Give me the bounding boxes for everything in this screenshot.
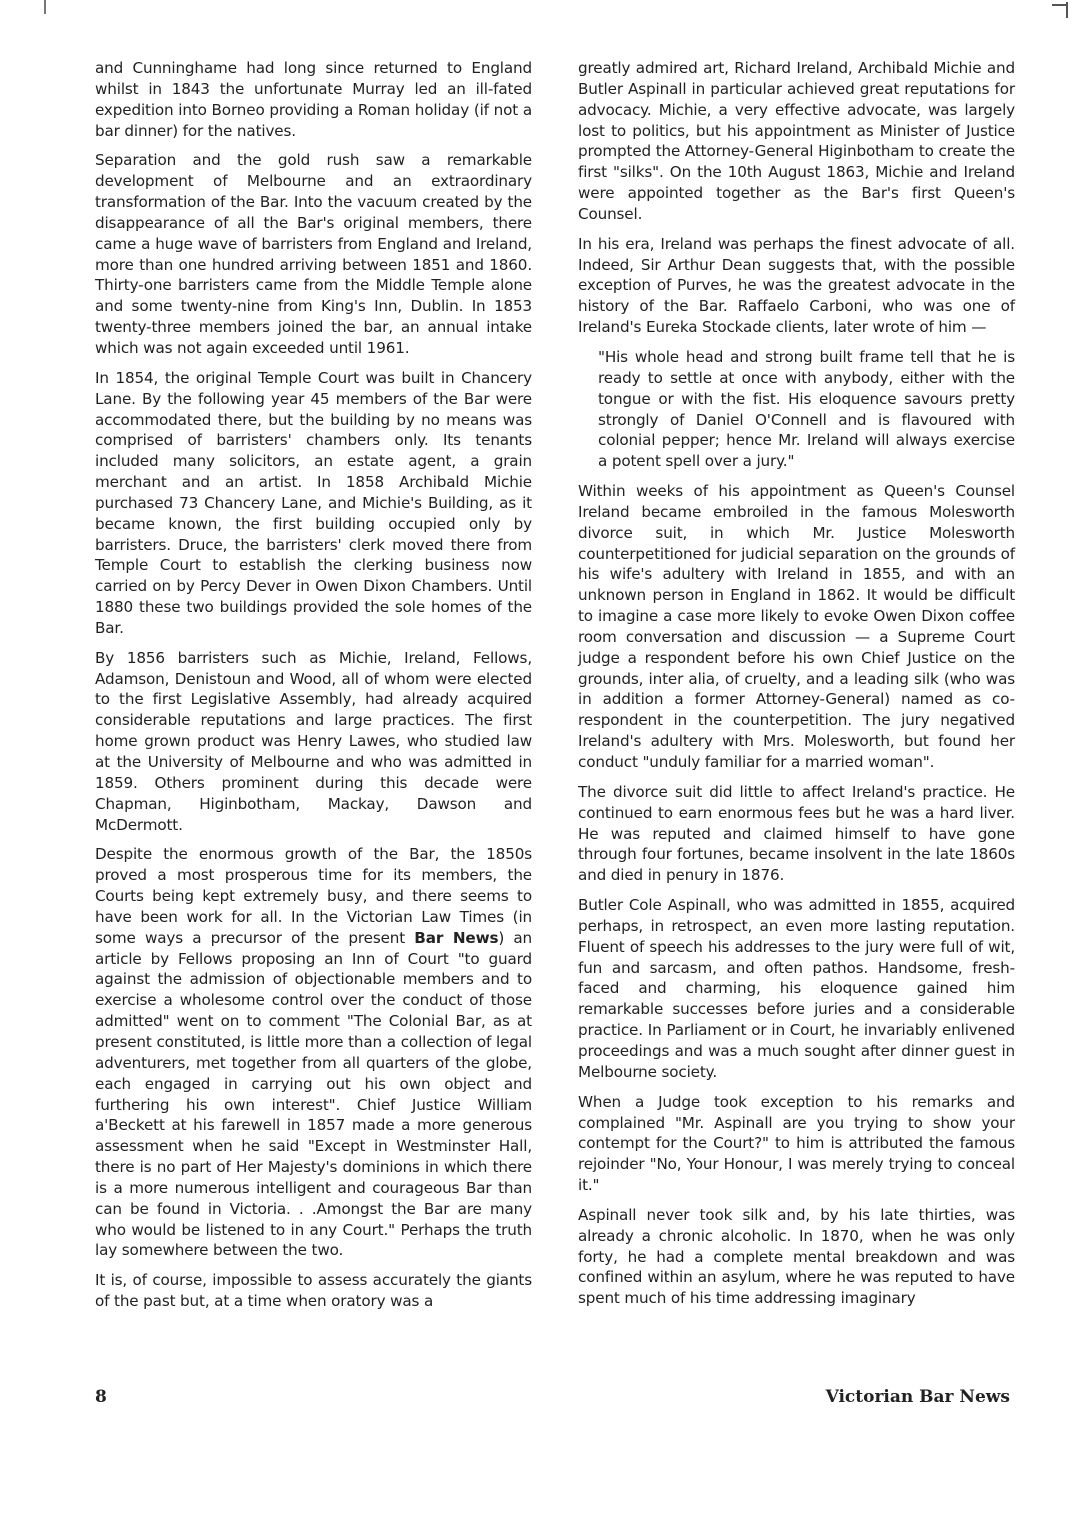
paragraph-text: ) an article by Fellows proposing an Inn of Court "to guard against the admission of objectionable members and to exercise a wholesome control over the conduct of those admitted" went on to comment "The Colonial Bar, as at present constituted, is little more than a collection of legal adventurers, met together from all quarters of the globe, each engaged in carrying out his own object and furthering his own interest". Chief Justice William a'Beckett at his farewell in 1857 made a more generous assessment when he said "Except in Westminster Hall, there is no part of Her Majesty's dominions in which there is a more numerous intelligent and courageous Bar than can be found in Victoria. . .Amongst the Bar are many who would be listened to in any Court." Perhaps the truth lay somewhere between the two. [95, 928, 532, 1260]
bar-news-reference: Bar News [414, 928, 499, 947]
paragraph [95, 844, 532, 1261]
scan-mark-right-horizontal [1052, 4, 1068, 6]
paragraph: In 1854, the original Temple Court was built in Chancery Lane. By the following year 45 members of the Bar were accommodated there, but the building by no means was comprised of barristers' chambers only. Its tenants included many solicitors, an estate agent, a grain merchant and an artist. In 1858 Archibald Michie purchased 73 Chancery Lane, and Michie's Building, as it became known, the first building occupied only by barristers. Druce, the barristers' clerk moved there from Temple Court to establish the clerking business now carried on by Percy Dever in Owen Dixon Chambers. Until 1880 these two buildings provided the sole homes of the Bar. [95, 368, 532, 637]
paragraph: greatly admired art, Richard Ireland, Archibald Michie and Butler Aspinall in particular achieved great reputations for advocacy. Michie, a very effective advocate, was largely lost to politics, but his appointment as Minister of Justice prompted the Attorney-General Higinbotham to create the first "silks". On the 10th August 1863, Michie and Ireland were appointed together as the Bar's first Queen's Counsel. [578, 59, 1015, 223]
scan-mark-left [44, 0, 46, 14]
left-column [95, 58, 532, 1321]
paragraph: Separation and the gold rush saw a remarkable development of Melbourne and an extraordinary transformation of the Bar. Into the vacuum created by the disappearance of all the Bar's original members, there came a huge wave of barristers from England and Ireland, more than one hundred arriving between 1851 and 1860. Thirty-one barristers came from the Middle Temple alone and some twenty-nine from King's Inn, Dublin. In 1853 twenty-three members joined the bar, an annual intake which was not again exceeded until 1961. [95, 151, 532, 357]
paragraph: It is, of course, impossible to assess accurately the giants of the past but, at a time when oratory was a [95, 1271, 532, 1311]
paragraph-text: Despite the enormous growth of the Bar, the 1850s proved a most prosperous time for its members, the Courts being kept extremely busy, and there seems to have been work for all. In the Victorian Law Times (in some ways a precursor of the present [95, 845, 532, 947]
paragraph: Within weeks of his appointment as Queen's Counsel Ireland became embroiled in the famous Molesworth divorce suit, in which Mr. Justice Molesworth counterpetitioned for judicial separation on the grounds of his wife's adultery with Ireland in 1855, and with an unknown person in England in 1862. It would be difficult to imagine a case more likely to evoke Owen Dixon coffee room conversation and discussion — a Supreme Court judge a respondent before his own Chief Justice on the grounds, inter alia, of cruelty, and a leading silk (who was in addition a former Attorney-General) named as co-respondent in the counterpetition. The jury negatived Ireland's adultery with Mrs. Molesworth, but found her conduct "unduly familiar for a married woman". [578, 482, 1015, 771]
paragraph: The divorce suit did little to affect Ireland's practice. He continued to earn enormous fees but he was a hard liver. He was reputed and claimed himself to have gone through four fortunes, became insolvent in the late 1860s and died in penury in 1876. [578, 782, 1015, 885]
publication-title: Victorian Bar News [825, 1387, 1010, 1407]
paragraph: and Cunninghame had long since returned to England whilst in 1843 the unfortunate Murray led an ill-fated expedition into Borneo providing a Roman holiday (if not a bar dinner) for the natives. [95, 59, 532, 140]
paragraph: By 1856 barristers such as Michie, Ireland, Fellows, Adamson, Denistoun and Wood, all of whom were elected to the first Legislative Assembly, had already acquired considerable reputations and large practices. The first home grown product was Henry Lawes, who studied law at the University of Melbourne and who was admitted in 1859. Others prominent during this decade were Chapman, Higinbotham, Mackay, Dawson and McDermott. [95, 648, 532, 834]
block-quote: "His whole head and strong built frame tell that he is ready to settle at once with anybody, either with the tongue or with the fist. His eloquence savours pretty strongly of Daniel O'Connell and is flavoured with colonial pepper; hence Mr. Ireland will always exercise a potent spell over a jury." [598, 347, 1015, 471]
paragraph: Aspinall never took silk and, by his late thirties, was already a chronic alcoholic. In 1870, when he was only forty, he had a complete mental breakdown and was confined within an asylum, where he was reputed to have spent much of his time addressing imaginary [578, 1205, 1015, 1308]
page-number: 8 [95, 1387, 107, 1407]
paragraph: When a Judge took exception to his remarks and complained "Mr. Aspinall are you trying to show your contempt for the Court?" to him is attributed the famous rejoinder "No, Your Honour, I was merely trying to conceal it." [578, 1092, 1015, 1195]
right-column [578, 58, 1015, 1318]
paragraph: In his era, Ireland was perhaps the finest advocate of all. Indeed, Sir Arthur Dean suggests that, with the possible exception of Purves, he was the greatest advocate in the history of the Bar. Raffaelo Carboni, who was one of Ireland's Eureka Stockade clients, later wrote of him — [578, 234, 1015, 337]
paragraph: Butler Cole Aspinall, who was admitted in 1855, acquired perhaps, in retrospect, an even more lasting reputation. Fluent of speech his addresses to the jury were full of wit, fun and sarcasm, and often pathos. Handsome, fresh-faced and charming, his eloquence gained him remarkable successes before juries and a considerable practice. In Parliament or in Court, he invariably enlivened proceedings and was a much sought after dinner guest in Melbourne society. [578, 896, 1015, 1081]
